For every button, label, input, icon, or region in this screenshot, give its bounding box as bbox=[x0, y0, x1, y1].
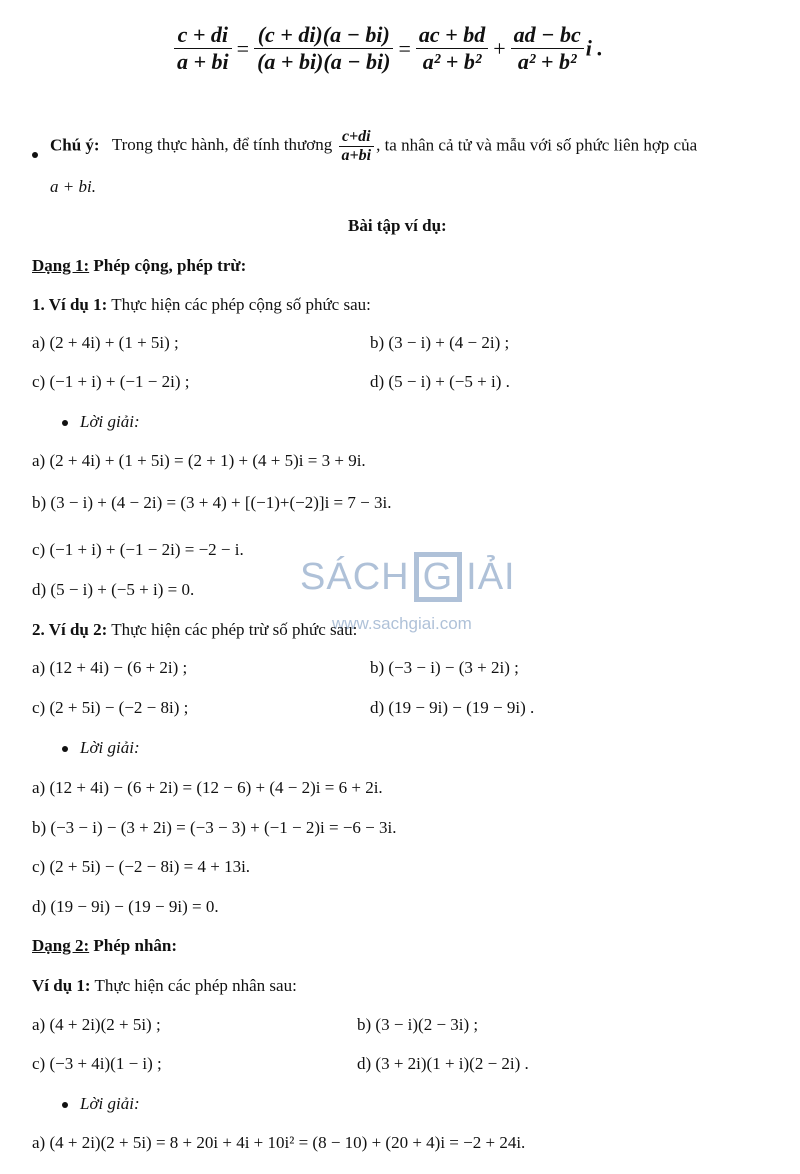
numerator: c+di bbox=[339, 128, 375, 147]
watermark-url: www.sachgiai.com bbox=[332, 614, 472, 633]
solution-line: d) (5 − i) + (−5 + i) = 0. bbox=[32, 580, 195, 599]
division-formula: $\frac{c + di}{a + bi}$ = $\frac{(c + di)(a - bi)}{(a + bi)(a - bi)}$ = $\frac{ac + bd}{\text{a² + b²}}$ + $\frac{ad - bc}{\text{a² + b²}}$ i . bbox=[172, 22, 603, 75]
exercise-item: d) (3 + 2i)(1 + i)(2 − 2i) . bbox=[357, 1054, 529, 1073]
exercise-item: c) (2 + 5i) − (−2 − 8i) ; bbox=[32, 698, 189, 717]
solution-line: c) (2 + 5i) − (−2 − 8i) = 4 + 13i. bbox=[32, 857, 251, 876]
numerator: (c + di)(a − bi) bbox=[254, 22, 393, 49]
solution-line: a) (12 + 4i) − (6 + 2i) = (12 − 6) + (4 − 2)i = 6 + 2i. bbox=[32, 778, 383, 797]
example-text: Thực hiện các phép cộng số phức sau: bbox=[107, 295, 371, 314]
note-label: Chú ý: bbox=[50, 135, 100, 155]
solution-line: a) (4 + 2i)(2 + 5i) = 8 + 20i + 4i + 10i² = (8 − 10) + (20 + 4)i = −2 + 24i. bbox=[32, 1133, 526, 1152]
exercise-item: d) (19 − 9i) − (19 − 9i) . bbox=[370, 698, 535, 717]
solution-line: b) (3 − i) + (4 − 2i) = (3 + 4) + [(−1)+(−2)]i = 7 − 3i. bbox=[32, 493, 392, 512]
example-label: 1. Ví dụ 1: bbox=[32, 295, 108, 314]
example-text: Thực hiện các phép nhân sau: bbox=[90, 976, 297, 995]
note-text: Trong thực hành, để tính thương bbox=[111, 135, 333, 155]
ex1-heading bbox=[32, 295, 371, 315]
formula-tail: i . bbox=[585, 35, 603, 61]
watermark-brand: SÁCH G IẢI bbox=[300, 552, 516, 602]
fraction bbox=[511, 22, 584, 75]
denominator: a² + b² bbox=[422, 49, 482, 74]
solution-line: a) (2 + 4i) + (1 + 5i) = (2 + 1) + (4 + 5)i = 3 + 9i. bbox=[32, 451, 366, 470]
solution-label: Lời giải: bbox=[80, 1094, 140, 1113]
exercise-item: b) (3 − i)(2 − 3i) ; bbox=[357, 1015, 479, 1034]
example-label: 2. Ví dụ 2: bbox=[32, 620, 108, 639]
exercise-item: c) (−1 + i) + (−1 − 2i) ; bbox=[32, 372, 190, 391]
dang1-heading bbox=[32, 256, 246, 276]
bullet-icon bbox=[32, 152, 38, 158]
exercise-item: a) (4 + 2i)(2 + 5i) ; bbox=[32, 1015, 161, 1034]
numerator: c + di bbox=[174, 22, 232, 49]
dang-label: Dạng 2: bbox=[32, 936, 90, 955]
note-line bbox=[50, 128, 697, 165]
ex2-heading bbox=[32, 620, 357, 640]
note-text-cont: a + bi. bbox=[50, 177, 96, 196]
dang-label: Dạng 1: bbox=[32, 256, 90, 275]
bullet-icon bbox=[62, 746, 68, 752]
dang2-heading bbox=[32, 936, 177, 956]
numerator: ad − bc bbox=[511, 22, 584, 49]
solution-label: Lời giải: bbox=[80, 738, 140, 757]
solution-line: b) (−3 − i) − (3 + 2i) = (−3 − 3) + (−1 − 2)i = −6 − 3i. bbox=[32, 818, 397, 837]
solution-line: d) (19 − 9i) − (19 − 9i) = 0. bbox=[32, 897, 219, 916]
denominator: a+bi bbox=[341, 147, 372, 164]
denominator: (a + bi)(a − bi) bbox=[257, 49, 391, 74]
fraction bbox=[254, 22, 393, 75]
fraction bbox=[174, 22, 232, 75]
exercise-item: c) (−3 + 4i)(1 − i) ; bbox=[32, 1054, 162, 1073]
exercise-item: b) (3 − i) + (4 − 2i) ; bbox=[370, 333, 510, 352]
denominator: a² + b² bbox=[517, 49, 577, 74]
exercise-item: a) (12 + 4i) − (6 + 2i) ; bbox=[32, 658, 188, 677]
ex3-heading bbox=[32, 976, 297, 996]
bullet-icon bbox=[62, 420, 68, 426]
note-text: , ta nhân cả tử và mẫu với số phức liên hợp của bbox=[376, 135, 698, 155]
section-title: Bài tập ví dụ: bbox=[348, 216, 447, 235]
solution-line: c) (−1 + i) + (−1 − 2i) = −2 − i. bbox=[32, 540, 244, 559]
example-text: Thực hiện các phép trừ số phức sau: bbox=[107, 620, 358, 639]
denominator: a + bi bbox=[177, 49, 229, 74]
numerator: ac + bd bbox=[416, 22, 488, 49]
dang-title: Phép cộng, phép trừ: bbox=[89, 256, 247, 275]
exercise-item: a) (2 + 4i) + (1 + 5i) ; bbox=[32, 333, 179, 352]
bullet-icon bbox=[62, 1102, 68, 1108]
watermark-g-icon: G bbox=[414, 552, 463, 602]
exercise-item: d) (5 − i) + (−5 + i) . bbox=[370, 372, 510, 391]
example-label: Ví dụ 1: bbox=[32, 976, 91, 995]
solution-label: Lời giải: bbox=[80, 412, 140, 431]
dang-title: Phép nhân: bbox=[89, 936, 178, 955]
note-fraction bbox=[339, 128, 375, 165]
exercise-item: b) (−3 − i) − (3 + 2i) ; bbox=[370, 658, 519, 677]
fraction bbox=[416, 22, 488, 75]
